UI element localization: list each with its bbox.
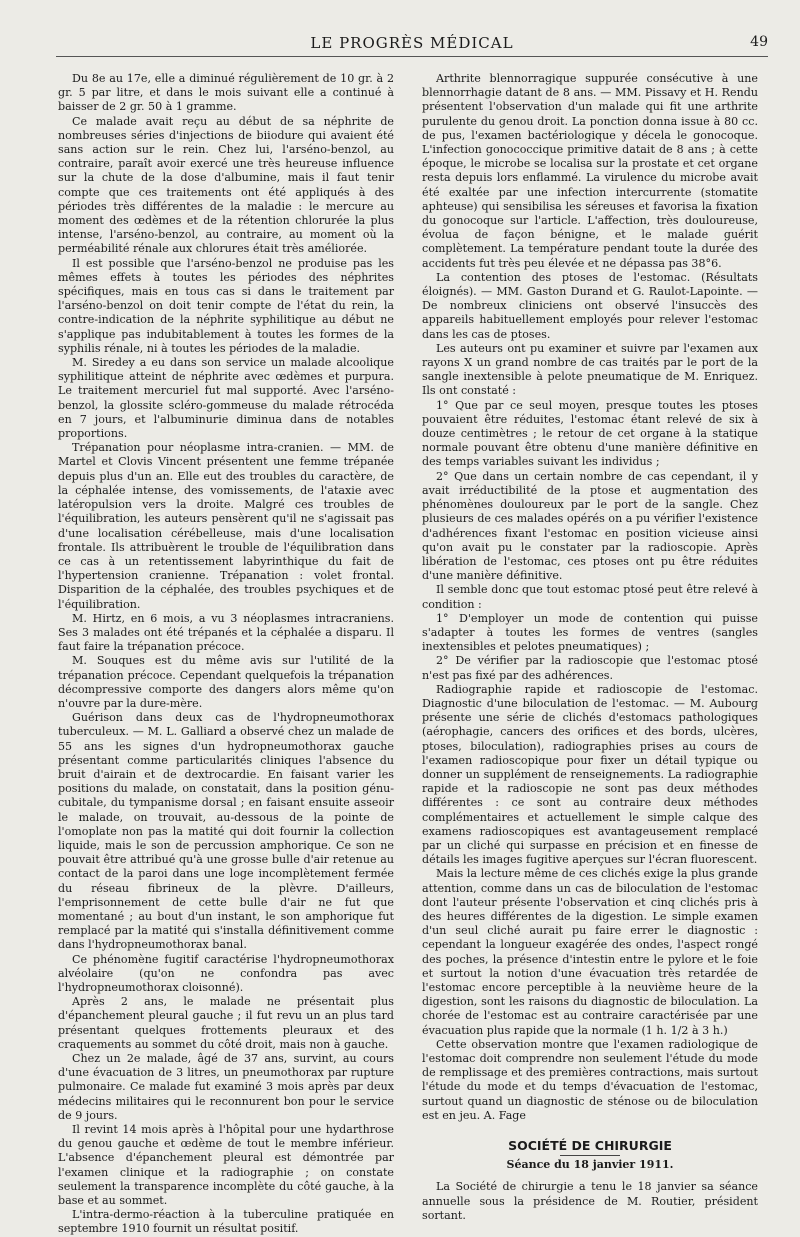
paragraph: M. Souques est du même avis sur l'utilité de la trépanation précoce. Cependant quelquefois la trépanation décompressive comporte des dangers alors même qu'on n'ouvre par la dure-mère.: [58, 654, 394, 710]
divider: [560, 1155, 620, 1156]
left-column: [58, 72, 394, 1236]
page-header: [56, 34, 768, 57]
paragraph: M. Siredey a eu dans son service un malade alcoolique syphilitique atteint de néphrite avec œdèmes et purpura. Le traitement mercuriel fut mal supporté. Avec l'arséno-benzol, la glossite scléro-gommeuse du malade rétrocéda en 7 jours, et l'albuminurie diminua dans de notables proportions.: [58, 356, 394, 441]
paragraph: 2° Que dans un certain nombre de cas cependant, il y avait irréductibilité de la ptose et augmentation des phénomènes douloureux par le port de la sangle. Chez plusieurs de ces malades opérés on a pu vérifier l'existence d'adhérences fixant l'estomac en position vicieuse ainsi qu'on avait pu le constater par la radioscopie. Après libération de l'estomac, ces ptoses ont pu être réduites d'une manière définitive.: [422, 469, 758, 583]
paragraph: La Société de chirurgie a tenu le 18 janvier sa séance annuelle sous la présidence de M. Routier, président sortant.: [422, 1180, 758, 1222]
paragraph: M. Hirtz, en 6 mois, a vu 3 néoplasmes intracraniens. Ses 3 malades ont été trépanés et la céphalée a disparu. Il faut faire la trépanation précoce.: [58, 611, 394, 654]
paragraph: 1° Que par ce seul moyen, presque toutes les ptoses pouvaient être réduites, l'estomac étant relevé de six à douze centimètres ; le retour de cet organe à la statique normale pouvant être obtenu d'une manière définitive en des temps variables suivant les individus ;: [422, 398, 758, 469]
paragraph: 1° D'employer un mode de contention qui puisse s'adapter à toutes les formes de ventres (sangles inextensibles et pelotes pneumatiques) ;: [422, 611, 758, 654]
subsection-paragraph: Trépanation pour néoplasme intra-cranien. — MM. de Martel et Clovis Vincent présentent une femme trépanée depuis plus d'un an. Elle eut des troubles du caractère, de la céphalée intense, des vomissements, de l'ataxie avec latéropulsion vers la droite. Malgré ces troubles de l'équilibration, les auteurs pensèrent qu'il ne s'agissait pas d'une localisation cérébelleuse, mais d'une localisation frontale. Ils attribuèrent le trouble de l'équilibration dans ce cas à un retentissement labyrinthique du fait de l'hypertension cranienne. Trépanation : volet frontal. Disparition de la céphalée, des troubles psychiques et de l'équilibration.: [58, 441, 394, 611]
paragraph: L'intra-dermo-réaction à la tuberculine pratiquée en septembre 1910 fournit un résultat positif.: [58, 1208, 394, 1236]
page-number: 49: [750, 34, 768, 50]
paragraph: Mais la lecture même de ces clichés exige la plus grande attention, comme dans un cas de biloculation de l'estomac dont l'auteur présente l'observation et cinq clichés pris à des heures différentes de la digestion. Le simple examen d'un seul cliché aurait pu faire errer le diagnostic : cependant la longueur exagérée des ondes, l'aspect rongé des poches, la présence d'intestin entre le pylore et le foie et surtout la notion d'une évacuation très retardée de l'estomac encore perceptible à la neuvième heure de la digestion, sont les raisons du diagnostic de biloculation. La chorée de l'estomac est au contraire caractérisée par une évacuation plus rapide que la normale (1 h. 1/2 à 3 h.): [422, 867, 758, 1037]
subsection-paragraph: La contention des ptoses de l'estomac. (Résultats éloignés). — MM. Gaston Durand et G. Raulot-Lapointe. — De nombreux cliniciens ont observé l'insuccès des appareils habituellement employés pour relever l'estomac dans les cas de ptoses.: [422, 270, 758, 341]
paragraph: Du 8e au 17e, elle a diminué régulièrement de 10 gr. à 2 gr. 5 par litre, et dans le mois suivant elle a continué à baisser de 2 gr. 50 à 1 gramme.: [58, 72, 394, 114]
section-title: SOCIÉTÉ DE CHIRURGIE: [508, 1138, 672, 1154]
subsection-paragraph: Arthrite blennorragique suppurée consécutive à une blennorrhagie datant de 8 ans. — MM. Pissavy et H. Rendu présentent l'observation d'un malade qui fit une arthrite purulente du genou droit. La ponction donna issue à 80 cc. de pus, l'examen bactériologique y décela le gonocoque. L'infection gonococcique primitive datait de 8 ans ; à cette époque, le microbe se localisa sur la prostate et cet organe resta depuis lors enflammé. La virulence du microbe avait été exaltée par une infection intercurrente (stomatite aphteuse) qui sensibilisa les séreuses et favorisa la fixation du gonocoque sur l'article. L'affection, très douloureuse, évolua de façon bénigne, et le malade guérit complètement. La température pendant toute la durée des accidents fut très peu élevée et ne dépassa pas 38°6.: [422, 72, 758, 270]
seance-date: Séance du 18 janvier 1911.: [506, 1158, 674, 1172]
paragraph: Il revint 14 mois après à l'hôpital pour une hydarthrose du genou gauche et œdème de tout le membre inférieur. L'absence d'épanchement pleural est démontrée par l'examen clinique et la radiographie ; on constate seulement la transparence incomplète du côté gauche, à la base et au sommet.: [58, 1123, 394, 1208]
paragraph: Il est possible que l'arséno-benzol ne produise pas les mêmes effets à toutes les périodes des néphrites spécifiques, mais en tous cas si dans le traitement par l'arséno-benzol on doit tenir compte de l'état du rein, la contre-indication de la néphrite syphilitique au début ne s'applique pas indubitablement à toutes les formes de la syphilis rénale, ni à toutes les périodes de la maladie.: [58, 256, 394, 355]
paragraph: Ce malade avait reçu au début de sa néphrite de nombreuses séries d'injections de biiodure qui avaient été sans action sur le rein. Chez lui, l'arséno-benzol, au contraire, paraît avoir exercé une très heureuse influence sur la chute de la dose d'albumine, mais il faut tenir compte que ces traitements ont été appliqués à des périodes très différentes de la maladie : le mercure au moment des œdèmes et de la rétention chlorurée la plus intense, l'arséno-benzol, au contraire, au moment où la perméabilité rénale aux chlorures était très améliorée.: [58, 114, 394, 256]
paragraph: Après 2 ans, le malade ne présentait plus d'épanchement pleural gauche ; il fut revu un an plus tard présentant quelques frottements pleuraux et des craquements au sommet du côté droit, mais non à gauche.: [58, 995, 394, 1051]
paragraph: Les auteurs ont pu examiner et suivre par l'examen aux rayons X un grand nombre de cas traités par le port de la sangle inextensible à pelote pneumatique de M. Enriquez. Ils ont constaté :: [422, 341, 758, 398]
paragraph: Cette observation montre que l'examen radiologique de l'estomac doit comprendre non seulement l'étude du mode de remplissage et des premières contractions, mais surtout l'étude du mode et du temps d'évacuation de l'estomac, surtout quand un diagnostic de sténose ou de biloculation est en jeu. A. Fage: [422, 1037, 758, 1122]
right-column: [422, 72, 758, 1222]
paragraph: 2° De vérifier par la radioscopie que l'estomac ptosé n'est pas fixé par des adhérences.: [422, 654, 758, 682]
paragraph: Il semble donc que tout estomac ptosé peut être relevé à condition :: [422, 583, 758, 611]
subsection-paragraph: Radiographie rapide et radioscopie de l'estomac. Diagnostic d'une biloculation de l'estomac. — M. Aubourg présente une série de clichés d'estomacs pathologiques (aérophagie, cancers des orifices et des bords, ulcères, ptoses, biloculation), radiographies prises au cours de l'examen radioscopique pour fixer un détail typique ou donner un supplément de renseignements. La radiographie rapide et la radioscopie ne sont pas deux méthodes différentes : ce sont au contraire deux méthodes complémentaires et actuellement le simple calque des examens radioscopiques est avantageusement remplacé par un cliché qui surpasse en précision et en finesse de détails les images fugitive aperçues sur l'écran fluorescent.: [422, 682, 758, 867]
subsection-paragraph: Guérison dans deux cas de l'hydropneumothorax tuberculeux. — M. L. Galliard a observé chez un malade de 55 ans les signes d'un hydropneumothorax gauche présentant comme particularités cliniques l'absence du bruit d'airain et de dextrocardie. En faisant varier les positions du malade, on constatait, dans la position génu-cubitale, du tympanisme dorsal ; en faisant ensuite asseoir le malade, on trouvait, au-dessous de la pointe de l'omoplate non pas la matité qui doit fournir la collection liquide, mais le son de percussion amphorique. Ce son ne pouvait être attribué qu'à une grosse bulle d'air retenue au contact de la paroi dans une loge incomplètement fermée du réseau fibrineux de la plèvre. D'ailleurs, l'emprisonnement de cette bulle d'air ne fut que momentané ; au bout d'un instant, le son amphorique fut remplacé par la matité qui s'installa définitivement comme dans l'hydropneumothorax banal.: [58, 711, 394, 952]
paragraph: Ce phénomène fugitif caractérise l'hydropneumothorax alvéolaire (qu'on ne confondra pas avec l'hydropneumothorax cloisonné).: [58, 952, 394, 994]
journal-title: LE PROGRÈS MÉDICAL: [310, 34, 514, 52]
paragraph: Chez un 2e malade, âgé de 37 ans, survint, au cours d'une évacuation de 3 litres, un pneumothorax par rupture pulmonaire. Ce malade fut examiné 3 mois après par deux médecins militaires qui le reconnurent bon pour le service de 9 jours.: [58, 1052, 394, 1122]
